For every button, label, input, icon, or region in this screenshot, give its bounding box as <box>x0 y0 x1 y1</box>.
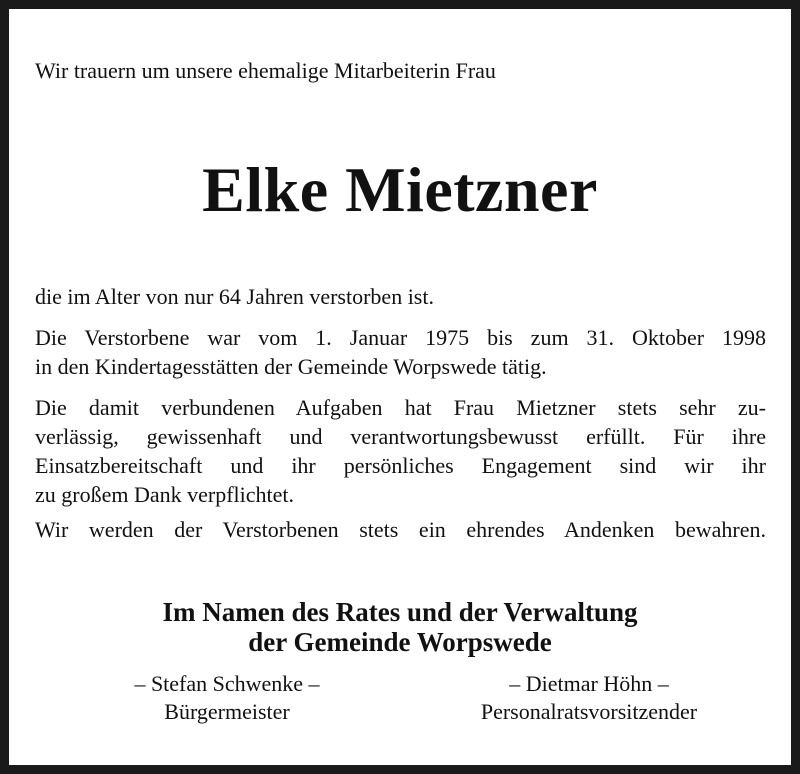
paragraph-line: Einsatzbereitschaft und ihr persönliches Engagement sind wir ihr <box>35 453 766 478</box>
signatory-staff-council <box>439 670 739 726</box>
signatory-role: Bürgermeister <box>164 699 290 724</box>
paragraph-age: die im Alter von nur 64 Jahren verstorben ist. <box>35 284 434 309</box>
paragraph-line: Die Verstorbene war vom 1. Januar 1975 bis zum 31. Oktober 1998 <box>35 325 766 350</box>
closing-heading <box>9 597 791 657</box>
signatory-role: Personalratsvorsitzender <box>480 699 698 724</box>
signatory-name: – Dietmar Höhn – <box>509 671 669 696</box>
paragraph-remembrance: Wir werden der Verstorbenen stets ein ehrendes Andenken bewahren. <box>35 517 766 542</box>
paragraph-employment <box>35 323 766 381</box>
paragraph-tribute <box>35 393 766 509</box>
deceased-name: Elke Mietzner <box>202 154 598 225</box>
closing-line: der Gemeinde Worpswede <box>248 627 552 657</box>
paragraph-line: zu großem Dank verpflichtet. <box>35 482 295 507</box>
closing-line: Im Namen des Rates und der Verwaltung <box>162 597 638 627</box>
intro-text: Wir trauern um unsere ehemalige Mitarbeiterin Frau <box>35 58 496 83</box>
paragraph-line: verlässig, gewissenhaft und verantwortungsbewusst erfüllt. Für ihre <box>35 424 766 449</box>
paragraph-line: Die damit verbundenen Aufgaben hat Frau Mietzner stets sehr zu- <box>35 395 766 420</box>
paragraph-line: in den Kindertagesstätten der Gemeinde Worpswede tätig. <box>35 354 547 379</box>
signatory-name: – Stefan Schwenke – <box>134 671 320 696</box>
signatory-mayor <box>97 670 357 726</box>
